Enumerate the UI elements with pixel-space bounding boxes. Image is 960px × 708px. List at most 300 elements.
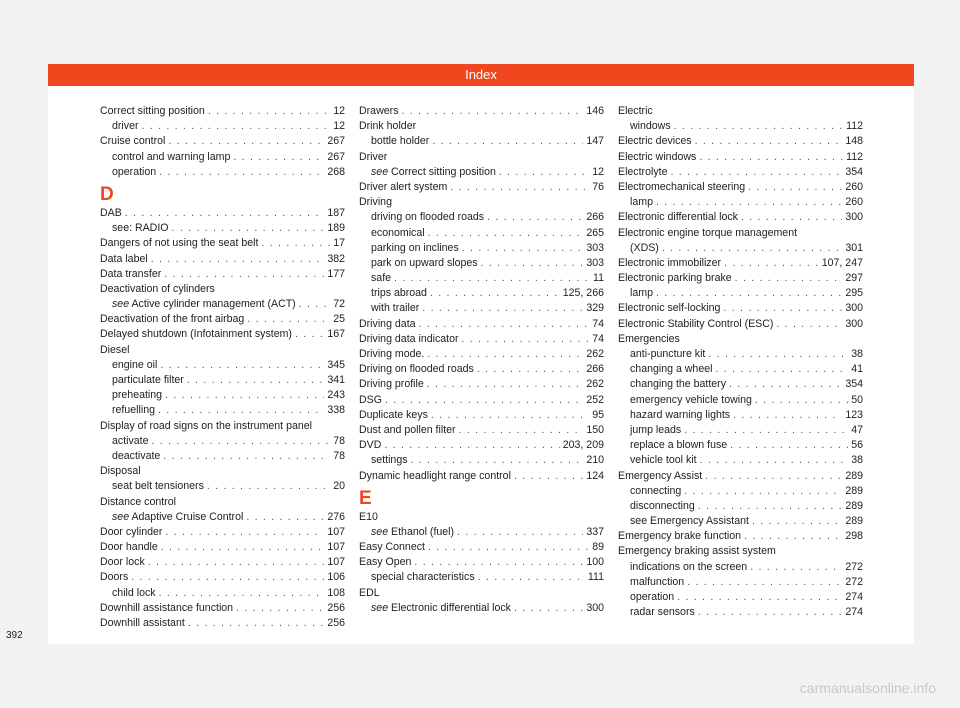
entry-page: 111	[587, 571, 604, 584]
index-entry[interactable]	[100, 464, 345, 479]
entry-text: Driving	[359, 196, 392, 209]
leader-dots	[207, 479, 330, 494]
entry-label	[112, 358, 157, 373]
index-entry[interactable]	[618, 134, 863, 149]
leader-dots	[741, 210, 842, 225]
entry-text: Active cylinder management (ACT)	[131, 298, 296, 311]
entry-label	[371, 165, 496, 180]
watermark: carmanualsonline.info	[799, 680, 936, 696]
entry-label	[359, 196, 392, 208]
entry-label	[618, 529, 741, 544]
entry-text: driving on flooded roads	[371, 211, 485, 224]
entry-page: 301	[845, 241, 863, 254]
entry-page: 76	[592, 180, 604, 193]
index-entry[interactable]	[618, 332, 863, 347]
entry-label	[630, 347, 705, 362]
entry-text: particulate filter	[112, 374, 184, 386]
see-reference: see	[112, 510, 130, 523]
leader-dots	[457, 525, 583, 540]
entry-label	[100, 525, 162, 540]
index-subentry[interactable]	[100, 434, 345, 449]
entry-label	[618, 134, 692, 149]
entry-label	[618, 165, 667, 180]
index-subentry[interactable]	[618, 484, 863, 499]
entry-label	[359, 438, 381, 453]
index-entry[interactable]	[618, 165, 863, 180]
entry-text: Drink holder	[359, 120, 417, 133]
entry-page: 78	[333, 434, 345, 447]
index-entry[interactable]	[100, 540, 345, 555]
entry-label	[100, 283, 215, 295]
entry-label	[100, 555, 145, 570]
index-entry[interactable]	[100, 343, 345, 358]
index-subentry[interactable]	[618, 560, 863, 575]
entry-page: 125, 266	[562, 287, 604, 300]
entry-text: Electrolyte	[618, 165, 668, 178]
leader-dots	[187, 373, 324, 388]
entry-text: see: RADIO	[112, 222, 169, 235]
entry-label	[630, 560, 747, 575]
entry-label	[618, 271, 732, 286]
index-subentry[interactable]	[618, 514, 863, 529]
index-subentry[interactable]	[618, 195, 863, 210]
leader-dots	[684, 423, 848, 438]
entry-page: 260	[845, 180, 863, 193]
entry-label	[100, 496, 176, 508]
entry-label	[371, 241, 459, 256]
index-entry[interactable]	[100, 104, 345, 119]
entry-page: 150	[586, 423, 604, 436]
index-entry[interactable]	[618, 104, 863, 119]
entry-text: Electronic self-locking	[618, 302, 721, 315]
index-subentry[interactable]	[359, 241, 604, 256]
index-entry[interactable]	[359, 555, 604, 570]
index-entry[interactable]	[618, 180, 863, 195]
entry-label	[112, 119, 139, 134]
index-entry[interactable]	[359, 377, 604, 392]
index-subentry[interactable]	[618, 453, 863, 468]
entry-text: Electronic engine torque management	[618, 226, 798, 239]
entry-label	[359, 347, 424, 362]
index-subentry[interactable]	[618, 362, 863, 377]
leader-dots	[125, 206, 325, 221]
index-entry[interactable]	[100, 282, 345, 297]
leader-dots	[422, 301, 583, 316]
entry-label	[100, 104, 205, 119]
leader-dots	[428, 226, 584, 241]
leader-dots	[481, 256, 584, 271]
index-subentry[interactable]	[100, 358, 345, 373]
page-header: Index	[48, 64, 914, 86]
leader-dots	[735, 271, 843, 286]
leader-dots	[705, 469, 842, 484]
leader-dots	[172, 221, 325, 236]
entry-label	[630, 362, 712, 377]
entry-page: 274	[845, 606, 863, 619]
index-entry[interactable]	[359, 180, 604, 195]
leader-dots	[462, 332, 590, 347]
leader-dots	[151, 252, 325, 267]
entry-page: 267	[327, 150, 345, 163]
entry-label	[100, 327, 292, 342]
index-subentry[interactable]	[618, 605, 863, 620]
index-subentry[interactable]	[100, 119, 345, 134]
entry-label	[359, 393, 382, 408]
index-subentry[interactable]	[618, 423, 863, 438]
entry-text: indications on the screen	[630, 560, 748, 573]
entry-text: jump leads	[630, 423, 682, 436]
index-subentry[interactable]	[359, 301, 604, 316]
entry-page: 12	[333, 120, 345, 133]
entry-page: 345	[327, 358, 345, 371]
index-entry[interactable]	[359, 332, 604, 347]
entry-label	[618, 150, 696, 165]
entry-page: 295	[845, 287, 863, 300]
index-subentry[interactable]	[618, 377, 863, 392]
entry-label	[112, 150, 230, 165]
entry-text: DAB	[100, 206, 122, 219]
index-entry[interactable]	[100, 555, 345, 570]
entry-label	[630, 195, 653, 210]
entry-text: Dust and pollen filter	[359, 423, 456, 436]
entry-text: Electronic differential lock	[618, 211, 738, 224]
leader-dots	[414, 555, 583, 570]
entry-page: 300	[845, 302, 863, 315]
leader-dots	[729, 377, 842, 392]
entry-page: 108	[327, 586, 345, 599]
entry-label	[371, 525, 454, 540]
entry-label	[359, 317, 416, 332]
index-column-1	[100, 104, 345, 631]
entry-text: see Emergency Assistant	[630, 515, 749, 528]
entry-label	[359, 332, 459, 347]
index-entry[interactable]	[100, 236, 345, 251]
index-subentry[interactable]	[100, 221, 345, 236]
index-subentry[interactable]	[359, 271, 604, 286]
index-subentry[interactable]	[359, 134, 604, 149]
entry-label	[100, 540, 158, 555]
index-subentry[interactable]	[618, 408, 863, 423]
index-subentry[interactable]	[100, 403, 345, 418]
index-entry[interactable]	[618, 226, 863, 241]
entry-text: (XDS)	[630, 241, 659, 254]
index-subentry[interactable]	[100, 297, 345, 312]
index-subentry[interactable]	[100, 373, 345, 388]
leader-dots	[152, 434, 331, 449]
entry-text: Door cylinder	[100, 525, 163, 538]
index-entry[interactable]	[100, 601, 345, 616]
leader-dots	[752, 514, 842, 529]
entry-label	[618, 301, 720, 316]
index-subentry[interactable]	[359, 570, 604, 585]
entry-label	[359, 587, 380, 599]
entry-label	[371, 134, 429, 149]
entry-page: 256	[327, 601, 345, 614]
entry-page: 50	[851, 393, 863, 406]
index-entry[interactable]	[100, 312, 345, 327]
index-subentry[interactable]	[618, 347, 863, 362]
leader-dots	[427, 377, 584, 392]
index-entry[interactable]	[100, 134, 345, 149]
entry-page: 300	[845, 317, 863, 330]
index-subentry[interactable]	[618, 590, 863, 605]
index-entry[interactable]	[618, 271, 863, 286]
index-subentry[interactable]	[618, 286, 863, 301]
index-subentry[interactable]	[359, 601, 604, 616]
entry-text: Electronic immobilizer	[618, 256, 722, 269]
entry-label	[112, 297, 296, 312]
entry-page: 112	[846, 150, 863, 163]
entry-page: 243	[327, 389, 345, 402]
index-entry[interactable]	[359, 540, 604, 555]
entry-text: child lock	[112, 586, 156, 599]
entry-label	[100, 344, 129, 356]
entry-text: Driving data	[359, 317, 416, 330]
index-subentry[interactable]	[618, 119, 863, 134]
entry-page: 289	[845, 515, 863, 528]
entry-text: changing the battery	[630, 378, 727, 391]
entry-text: Deactivation of the front airbag	[100, 313, 245, 326]
entry-text: special characteristics	[371, 571, 475, 584]
index-subentry[interactable]	[359, 286, 604, 301]
index-entry[interactable]	[359, 469, 604, 484]
index-entry[interactable]	[359, 510, 604, 525]
see-reference: see	[371, 525, 389, 538]
index-subentry[interactable]	[100, 449, 345, 464]
entry-label	[359, 104, 398, 119]
leader-dots	[776, 317, 842, 332]
index-subentry[interactable]	[359, 210, 604, 225]
leader-dots	[161, 540, 325, 555]
index-entry[interactable]	[100, 495, 345, 510]
index-subentry[interactable]	[618, 499, 863, 514]
index-entry[interactable]	[359, 195, 604, 210]
entry-text: Electric devices	[618, 135, 692, 148]
entry-text: refuelling	[112, 404, 155, 417]
entry-page: 106	[327, 571, 345, 584]
entry-page: 260	[845, 196, 863, 209]
index-subentry[interactable]	[100, 510, 345, 525]
entry-text: windows	[630, 120, 671, 133]
entry-page: 11	[593, 272, 604, 285]
index-entry[interactable]	[100, 206, 345, 221]
leader-dots	[700, 453, 849, 468]
entry-page: 89	[592, 541, 604, 554]
index-entry[interactable]	[100, 525, 345, 540]
leader-dots	[744, 529, 842, 544]
entry-text: Electric windows	[618, 150, 697, 163]
entry-label	[630, 575, 684, 590]
see-reference: see	[112, 298, 130, 311]
entry-page: 107	[327, 525, 345, 538]
entry-page: 56	[851, 439, 863, 452]
entry-text: seat belt tensioners	[112, 480, 204, 493]
index-entry[interactable]	[359, 119, 604, 134]
index-entry[interactable]	[100, 570, 345, 585]
entry-label	[100, 601, 233, 616]
entry-label	[100, 134, 165, 149]
entry-page: 300	[845, 211, 863, 224]
leader-dots	[687, 575, 842, 590]
entry-text: Electronic Stability Control (ESC)	[618, 317, 774, 330]
leader-dots	[168, 134, 324, 149]
entry-page: 266	[586, 363, 604, 376]
entry-text: replace a blown fuse	[630, 439, 728, 452]
leader-dots	[499, 165, 589, 180]
index-entry[interactable]	[359, 104, 604, 119]
index-entry[interactable]	[100, 252, 345, 267]
entry-label	[630, 514, 749, 529]
entry-label	[630, 119, 671, 134]
entry-label	[618, 256, 721, 271]
entry-page: 78	[333, 449, 345, 462]
entry-text: DVD	[359, 439, 382, 452]
index-subentry[interactable]	[359, 226, 604, 241]
index-entry[interactable]	[100, 267, 345, 282]
entry-text: Drawers	[359, 105, 399, 117]
entry-label	[630, 499, 695, 514]
leader-dots	[295, 327, 324, 342]
index-subentry[interactable]	[618, 438, 863, 453]
leader-dots	[662, 241, 842, 256]
leader-dots	[299, 297, 330, 312]
index-subentry[interactable]	[359, 256, 604, 271]
index-entry[interactable]	[359, 408, 604, 423]
entry-label	[630, 438, 727, 453]
entry-page: 354	[845, 165, 863, 178]
entry-page: 189	[327, 222, 345, 235]
entry-page: 266	[586, 211, 604, 224]
entry-label	[112, 373, 184, 388]
index-entry[interactable]	[359, 317, 604, 332]
index-entry[interactable]	[618, 529, 863, 544]
entry-page: 265	[586, 226, 604, 239]
leader-dots	[247, 312, 330, 327]
index-subentry[interactable]	[359, 525, 604, 540]
entry-label	[618, 333, 680, 345]
index-subentry[interactable]	[618, 575, 863, 590]
index-entry[interactable]	[100, 419, 345, 434]
entry-page: 298	[845, 530, 863, 543]
entry-text: Driving mode.	[359, 348, 425, 360]
entry-page: 146	[586, 105, 604, 117]
index-subentry[interactable]	[359, 165, 604, 180]
entry-text: Emergencies	[618, 332, 680, 345]
index-entry[interactable]	[359, 423, 604, 438]
index-entry[interactable]	[618, 210, 863, 225]
entry-page: 272	[845, 560, 863, 573]
entry-label	[112, 165, 156, 180]
entry-text: Driver alert system	[359, 180, 448, 193]
entry-page: 268	[327, 165, 345, 178]
entry-text: with trailer	[371, 302, 420, 315]
index-entry[interactable]	[618, 150, 863, 165]
index-entry[interactable]	[618, 301, 863, 316]
index-subentry[interactable]	[618, 393, 863, 408]
entry-text: settings	[371, 454, 408, 467]
entry-label	[100, 312, 244, 327]
index-entry[interactable]	[618, 469, 863, 484]
page-number: 392	[6, 630, 23, 641]
entry-page: 17	[333, 237, 345, 250]
index-subentry[interactable]	[100, 479, 345, 494]
entry-text: emergency vehicle towing	[630, 393, 752, 406]
leader-dots	[730, 438, 848, 453]
index-subentry[interactable]	[100, 586, 345, 601]
index-entry[interactable]	[359, 438, 604, 453]
entry-page: 148	[845, 135, 863, 148]
entry-text: Diesel	[100, 343, 130, 356]
entry-text: Distance control	[100, 495, 176, 508]
entry-label	[630, 377, 726, 392]
index-subentry[interactable]	[100, 150, 345, 165]
entry-page: 289	[845, 469, 863, 482]
index-entry[interactable]	[359, 393, 604, 408]
index-entry[interactable]	[359, 347, 604, 362]
index-subentry[interactable]	[359, 453, 604, 468]
leader-dots	[514, 601, 583, 616]
entry-page: 262	[586, 378, 604, 391]
index-subentry[interactable]	[618, 241, 863, 256]
entry-label	[630, 423, 681, 438]
entry-text: disconnecting	[630, 499, 695, 512]
index-subentry[interactable]	[100, 388, 345, 403]
entry-text: Display of road signs on the instrument panel	[100, 419, 312, 432]
index-entry[interactable]	[359, 362, 604, 377]
entry-text: Driving data indicator	[359, 332, 459, 345]
index-entry[interactable]	[359, 150, 604, 165]
entry-label	[112, 510, 243, 525]
entry-text: Dangers of not using the seat belt	[100, 237, 259, 250]
leader-dots	[462, 241, 584, 256]
entry-label	[371, 453, 408, 468]
leader-dots	[699, 150, 843, 165]
entry-label	[371, 301, 419, 316]
index-entry[interactable]	[618, 317, 863, 332]
leader-dots	[656, 286, 842, 301]
entry-text: Downhill assistant	[100, 617, 185, 629]
leader-dots	[656, 195, 842, 210]
entry-page: 47	[851, 423, 863, 436]
entry-text: Emergency braking assist system	[618, 545, 776, 558]
leader-dots	[748, 180, 842, 195]
leader-dots	[160, 358, 324, 373]
entry-text: engine oil	[112, 358, 158, 371]
leader-dots	[233, 150, 324, 165]
entry-label	[112, 388, 162, 403]
index-entry[interactable]	[100, 327, 345, 342]
index-subentry[interactable]	[100, 165, 345, 180]
leader-dots	[142, 119, 331, 134]
entry-text: Adaptive Cruise Control	[131, 510, 244, 523]
index-entry[interactable]	[100, 616, 345, 631]
entry-page: 12	[592, 165, 604, 178]
leader-dots	[695, 134, 843, 149]
entry-page: 95	[592, 408, 604, 421]
index-entry[interactable]	[618, 544, 863, 559]
entry-page: 338	[327, 404, 345, 417]
entry-text: economical	[371, 226, 425, 239]
entry-label	[630, 408, 730, 423]
leader-dots	[487, 210, 583, 225]
entry-label	[100, 236, 258, 251]
leader-dots	[670, 165, 842, 180]
index-entry[interactable]	[618, 256, 863, 271]
index-entry[interactable]	[359, 586, 604, 601]
entry-page: 38	[851, 454, 863, 467]
entry-text: malfunction	[630, 575, 685, 588]
entry-page: 107	[327, 556, 345, 569]
